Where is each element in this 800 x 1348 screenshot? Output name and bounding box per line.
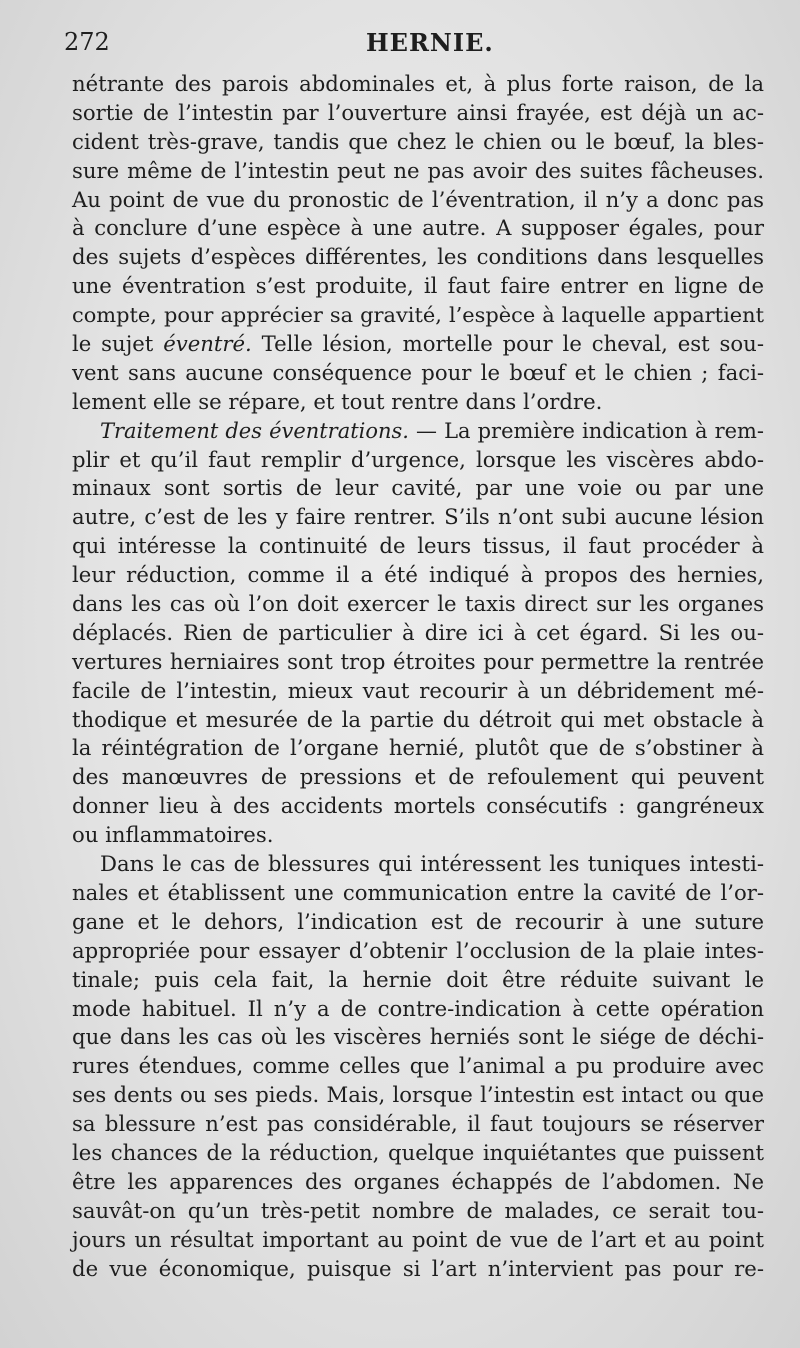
text-line: sauvât-on qu’un très-petit nombre de malades, ce serait tou- bbox=[72, 1197, 764, 1223]
text-line: vent sans aucune conséquence pour le bœuf et le chien ; faci- bbox=[72, 359, 764, 385]
text-line: des sujets d’espèces différentes, les conditions dans lesquelles bbox=[72, 244, 764, 270]
text-line: facile de l’intestin, mieux vaut recourir à un débridement mé- bbox=[72, 677, 764, 703]
text-line: des manœuvres de pressions et de refoulement qui peuvent bbox=[72, 764, 764, 790]
text-line: gane et le dehors, l’indication est de recourir à une suture bbox=[72, 908, 764, 934]
italic-term: éventré. bbox=[163, 331, 252, 357]
text-line: vertures herniaires sont trop étroites pour permettre la rentrée bbox=[72, 648, 764, 674]
text-line: que dans les cas où les viscères herniés sont le siége de déchi- bbox=[72, 1024, 764, 1050]
text-line: rures étendues, comme celles que l’animal a pu produire avec bbox=[72, 1053, 764, 1079]
text-line: lement elle se répare, et tout rentre dans l’ordre. bbox=[72, 388, 603, 414]
text-line: nales et établissent une communication entre la cavité de l’or- bbox=[72, 879, 764, 905]
text-line: Au point de vue du pronostic de l’éventration, il n’y a donc pas bbox=[72, 186, 764, 212]
text-line: les chances de la réduction, quelque inquiétantes que puissent bbox=[72, 1139, 764, 1165]
text-line: sortie de l’intestin par l’ouverture ainsi frayée, est déjà un ac- bbox=[72, 99, 764, 125]
text-line: plir et qu’il faut remplir d’urgence, lorsque les viscères abdo- bbox=[72, 446, 764, 472]
text-line: thodique et mesurée de la partie du détroit qui met obstacle à bbox=[72, 706, 764, 732]
text-line: qui intéresse la continuité de leurs tissus, il faut procéder à bbox=[72, 533, 764, 559]
text-line: de vue économique, puisque si l’art n’intervient pas pour re- bbox=[72, 1255, 764, 1281]
text-line: dans les cas où l’on doit exercer le taxis direct sur les organes bbox=[72, 591, 764, 617]
text-line: déplacés. Rien de particulier à dire ici à cet égard. Si les ou- bbox=[72, 619, 764, 645]
text-line: ses dents ou ses pieds. Mais, lorsque l’intestin est intact ou que bbox=[72, 1082, 764, 1108]
text-line: Dans le cas de blessures qui intéressent les tuniques intesti- bbox=[100, 851, 764, 877]
text-line: tinale; puis cela fait, la hernie doit être réduite suivant le bbox=[72, 966, 764, 992]
text-line: donner lieu à des accidents mortels consécutifs : gangréneux bbox=[72, 793, 764, 819]
page-number: 272 bbox=[64, 28, 110, 56]
text-line: appropriée pour essayer d’obtenir l’occlusion de la plaie intes- bbox=[72, 937, 764, 963]
text-line: à conclure d’une espèce à une autre. A supposer égales, pour bbox=[72, 215, 764, 241]
text-line: autre, c’est de les y faire rentrer. S’ils n’ont subi aucune lésion bbox=[72, 504, 764, 530]
running-head: HERNIE. bbox=[366, 28, 494, 57]
text-line: être les apparences des organes échappés de l’abdomen. Ne bbox=[72, 1168, 764, 1194]
page-header bbox=[64, 28, 760, 62]
text-line: sa blessure n’est pas considérable, il faut toujours se réserver bbox=[72, 1111, 764, 1137]
text-line: leur réduction, comme il a été indiqué à propos des hernies, bbox=[72, 562, 764, 588]
text-line: jours un résultat important au point de vue de l’art et au point bbox=[72, 1226, 764, 1252]
text-line: nétrante des parois abdominales et, à plus forte raison, de la bbox=[72, 71, 764, 96]
text-line: le sujet éventré. Telle lésion, mortelle pour le cheval, est sou- bbox=[72, 331, 764, 357]
text-line: sure même de l’intestin peut ne pas avoir des suites fâcheuses. bbox=[72, 157, 764, 183]
text-line: une éventration s’est produite, il faut faire entrer en ligne de bbox=[72, 273, 764, 299]
section-title: Traitement des éventrations. bbox=[100, 418, 409, 443]
text-line: minaux sont sortis de leur cavité, par une voie ou par une bbox=[72, 475, 764, 501]
text-line: ou inflammatoires. bbox=[72, 822, 274, 848]
text-line: cident très-grave, tandis que chez le chien ou le bœuf, la bles- bbox=[72, 128, 764, 154]
text-line: compte, pour apprécier sa gravité, l’espèce à laquelle appartient bbox=[72, 303, 764, 328]
section-heading-line: Traitement des éventrations. — La première indication à rem- bbox=[100, 418, 764, 443]
text-line: la réintégration de l’organe hernié, plutôt que de s’obstiner à bbox=[72, 735, 764, 761]
body-text bbox=[72, 70, 764, 1283]
text-line: mode habituel. Il n’y a de contre-indication à cette opération bbox=[72, 995, 764, 1021]
